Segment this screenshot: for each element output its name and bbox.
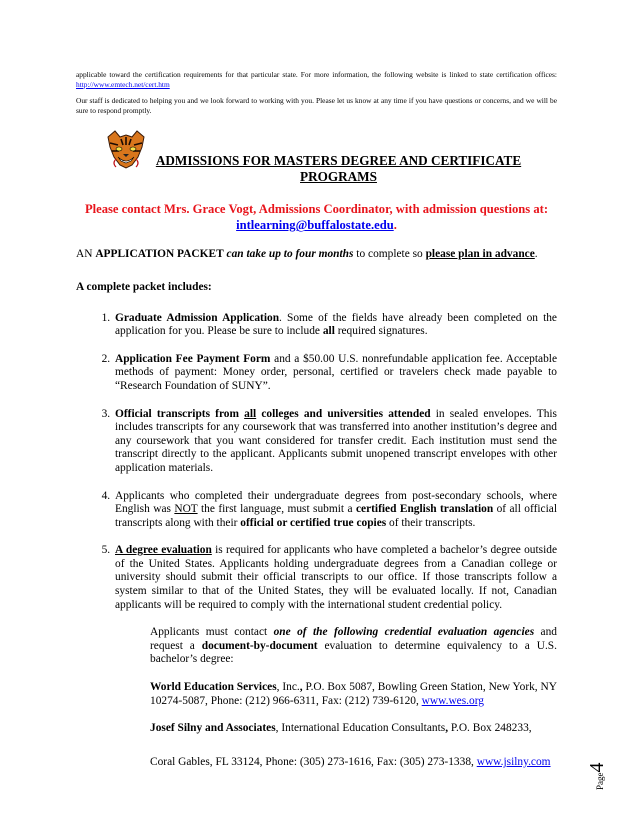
- jsa-comma: ,: [445, 722, 449, 735]
- wes-link[interactable]: www.wes.org: [421, 694, 484, 707]
- item-4-copies: official or certified true copies: [240, 516, 387, 529]
- list-item: [113, 312, 557, 339]
- list-item: [113, 544, 557, 612]
- agencies-intro-c: evaluation to determine equivalency to a U.S. bachelor’s degree:: [150, 639, 557, 666]
- document-page: [76, 70, 557, 783]
- contact-text: Please contact Mrs. Grace Vogt, Admissions Coordinator, with admission questions at:: [84, 202, 549, 217]
- item-3-title-a: Official transcripts from: [115, 407, 245, 420]
- item-3-all: all: [244, 407, 257, 420]
- jsa-address: Coral Gables, FL 33124, Phone: (305) 273-1616, Fax: (305) 273-1338,: [150, 755, 477, 768]
- page-label: Page: [595, 772, 605, 790]
- contact-notice: [76, 201, 557, 233]
- item-1-title: Graduate Admission Application: [115, 311, 280, 324]
- jsa-text-b: P.O. Box 248233,: [448, 722, 532, 735]
- period-text: .: [534, 248, 538, 261]
- section-header: [76, 129, 557, 187]
- agencies-intro-emphasis: one of the following credential evaluation agencies: [273, 626, 535, 639]
- cert-offices-link[interactable]: http://www.emtech.net/cert.htm: [76, 79, 170, 89]
- to-complete-text: to complete so: [353, 248, 426, 261]
- item-3-title-b: colleges and universities attended: [256, 407, 431, 420]
- admissions-email-link[interactable]: intlearning@buffalostate.edu: [236, 218, 394, 233]
- contact-period: .: [393, 218, 397, 233]
- list-item: [113, 490, 557, 531]
- item-4-text-a: Applicants who completed their undergraduate degrees from post-secondary schools, where English was: [115, 489, 557, 516]
- item-1-all: all: [322, 325, 335, 338]
- item-2-text: and a $50.00 U.S. nonrefundable application fee. Acceptable methods of payment: Money order, personal, certified or travelers check made payable to “Research Foundation of SUNY”.: [115, 352, 558, 392]
- item-3-text: in sealed envelopes. This includes transcripts for any coursework that was transferred into another institution’s degree and any coursework that you want considered for transfer credit. Each institution must send the transcript directly to the applicant. Applicants submit unopened transcript envelopes with other application materials.: [115, 407, 557, 474]
- intro-paragraph-1: [76, 70, 557, 89]
- an-text: AN: [76, 248, 96, 261]
- wes-comma: ,: [299, 681, 303, 694]
- agency-jsa: [150, 722, 557, 736]
- packet-time-notice: [76, 248, 557, 262]
- jsa-name: Josef Silny and Associates: [150, 722, 276, 735]
- item-5-title: A degree evaluation: [115, 544, 212, 557]
- wes-name: World Education Services: [150, 681, 277, 694]
- intro-paragraph-2: Our staff is dedicated to helping you and we look forward to working with you. Please let us know at any time if you have questions or concerns, and we will be sure to respond promptly.: [76, 96, 557, 115]
- page-number: [586, 763, 609, 791]
- item-4-text-d: of their transcripts.: [386, 516, 476, 529]
- page-number-value: 4: [586, 762, 608, 773]
- four-months-text: can take up to four months: [223, 248, 354, 261]
- page-title: ADMISSIONS FOR MASTERS DEGREE AND CERTIFICATE PROGRAMS: [155, 153, 522, 185]
- plan-advance-text: please plan in advance: [425, 248, 535, 261]
- application-packet-text: APPLICATION PACKET: [95, 248, 224, 261]
- intro-text: applicable toward the certification requirements for that particular state. For more information, the following website is linked to state certification offices:: [76, 70, 557, 79]
- intro-section: [76, 70, 557, 115]
- agency-wes: [150, 681, 557, 708]
- agencies-section: [76, 626, 557, 769]
- main-body: [76, 248, 557, 769]
- item-5-text: is required for applicants who have completed a bachelor’s degree outside of the United States. Applicants holding undergraduate degrees from a Canadian college or university should submit their official transcripts to our office. If those transcripts follow a system similar to that of the United States, they will be evaluated locally. If not, Canadian applicants will be required to comply with the international student credential policy.: [115, 544, 558, 611]
- agencies-intro-a: Applicants must contact: [150, 626, 274, 639]
- document-by-document-text: document-by-document: [201, 639, 318, 652]
- wes-inc: , Inc.: [276, 681, 300, 694]
- wes-address: P.O. Box 5087, Bowling Green Station, New York, NY 10274-5087, Phone: (212) 966-6311, Fax: (212) 739-6120,: [150, 681, 557, 707]
- item-4-not: NOT: [174, 503, 198, 516]
- agencies-intro: [150, 626, 557, 667]
- jsa-link[interactable]: www.jsilny.com: [476, 755, 551, 768]
- packet-items-list: [76, 312, 557, 613]
- item-1-text-end: required signatures.: [334, 325, 428, 338]
- agencies-intro-b: and request a: [150, 626, 557, 652]
- agency-jsa-address: [150, 756, 557, 770]
- jsa-text-a: , International Education Consultants: [275, 722, 446, 735]
- list-item: [113, 353, 557, 394]
- list-item: [113, 408, 557, 476]
- item-4-text-b: the first language, must submit a: [197, 503, 356, 516]
- packet-includes-heading: A complete packet includes:: [76, 280, 212, 293]
- item-4-text-c: of all official transcripts along with their: [115, 503, 557, 529]
- item-1-text: . Some of the fields have already been completed on the application for you. Please be sure to include: [115, 311, 557, 338]
- item-4-translation: certified English translation: [355, 503, 494, 516]
- bengal-tiger-logo-icon: [104, 129, 148, 169]
- item-2-title: Application Fee Payment Form: [115, 352, 271, 365]
